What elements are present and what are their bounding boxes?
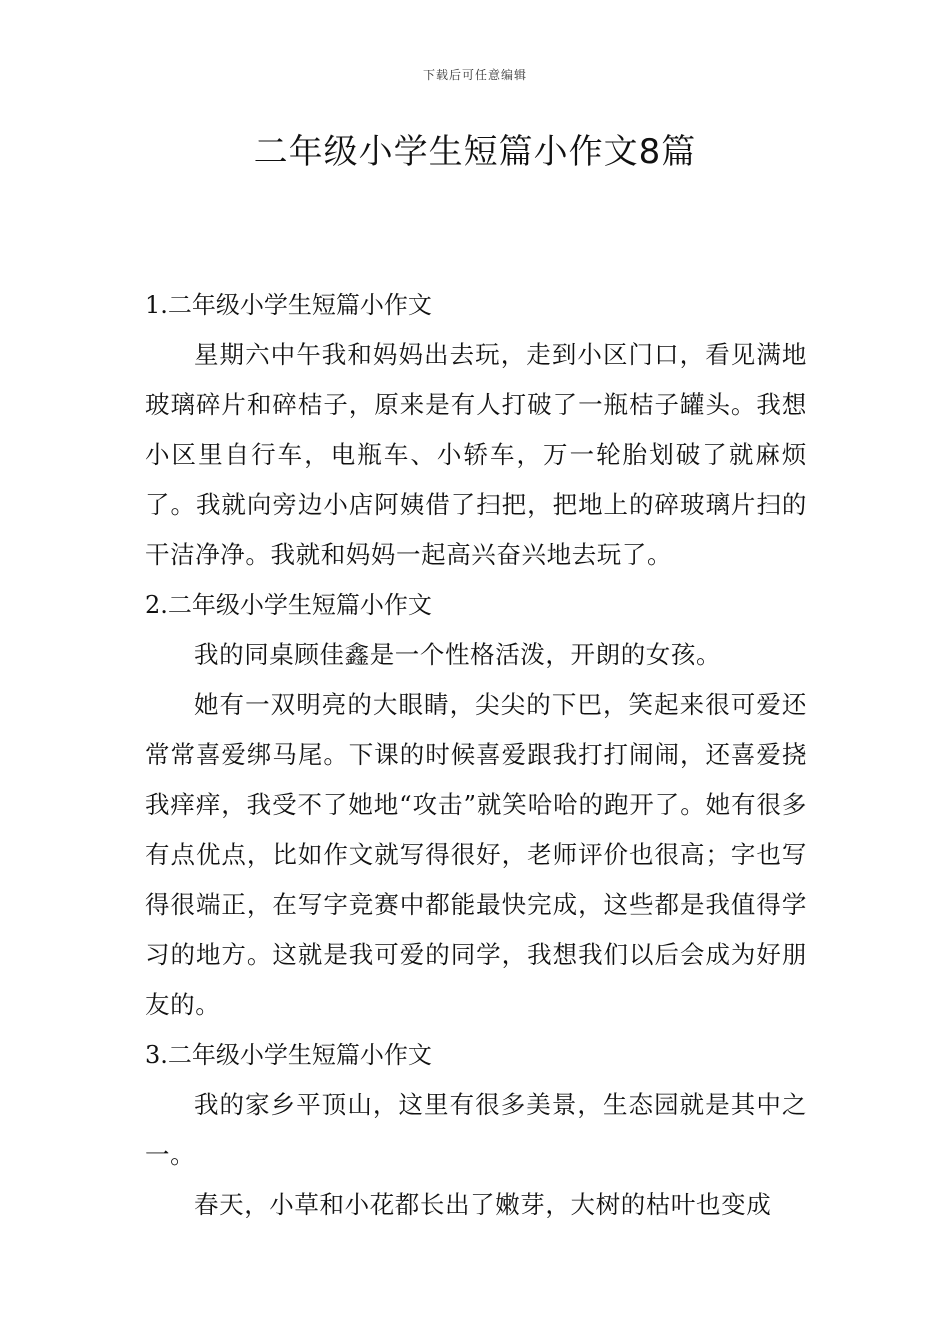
document-body: [145, 280, 807, 1230]
paragraph: 我的同桌顾佳鑫是一个性格活泼，开朗的女孩。: [194, 640, 722, 669]
section-2: [145, 580, 807, 1030]
section-1: [145, 280, 807, 580]
section-heading: 3.二年级小学生短篇小作文: [145, 1041, 432, 1069]
paragraph: 春天，小草和小花都长出了嫩芽，大树的枯叶也变成: [194, 1190, 772, 1219]
page-title: 二年级小学生短篇小作文8篇: [253, 132, 697, 172]
section-heading: 1.二年级小学生短篇小作文: [145, 291, 432, 319]
section-heading: 2.二年级小学生短篇小作文: [145, 591, 432, 619]
header-note: 下载后可任意编辑: [422, 68, 527, 82]
section-3: [145, 1030, 807, 1230]
paragraph: 她有一双明亮的大眼睛，尖尖的下巴，笑起来很可爱还常常喜爱绑马尾。下课的时候喜爱跟我打打闹闹，还喜爱挠我痒痒，我受不了她地“攻击”就笑哈哈的跑开了。她有很多有点优点，比如作文就写得很好，老师评价也很高；字也写得很端正，在写字竞赛中都能最快完成，这些都是我值得学习的地方。这就是我可爱的同学，我想我们以后会成为好朋友的。: [145, 690, 807, 1019]
paragraph: 星期六中午我和妈妈出去玩，走到小区门口，看见满地玻璃碎片和碎桔子，原来是有人打破了一瓶桔子罐头。我想小区里自行车，电瓶车、小轿车，万一轮胎划破了就麻烦了。我就向旁边小店阿姨借了扫把，把地上的碎玻璃片扫的干洁净净。我就和妈妈一起高兴奋兴地去玩了。: [145, 340, 807, 569]
paragraph: 我的家乡平顶山，这里有很多美景，生态园就是其中之一。: [145, 1090, 807, 1169]
